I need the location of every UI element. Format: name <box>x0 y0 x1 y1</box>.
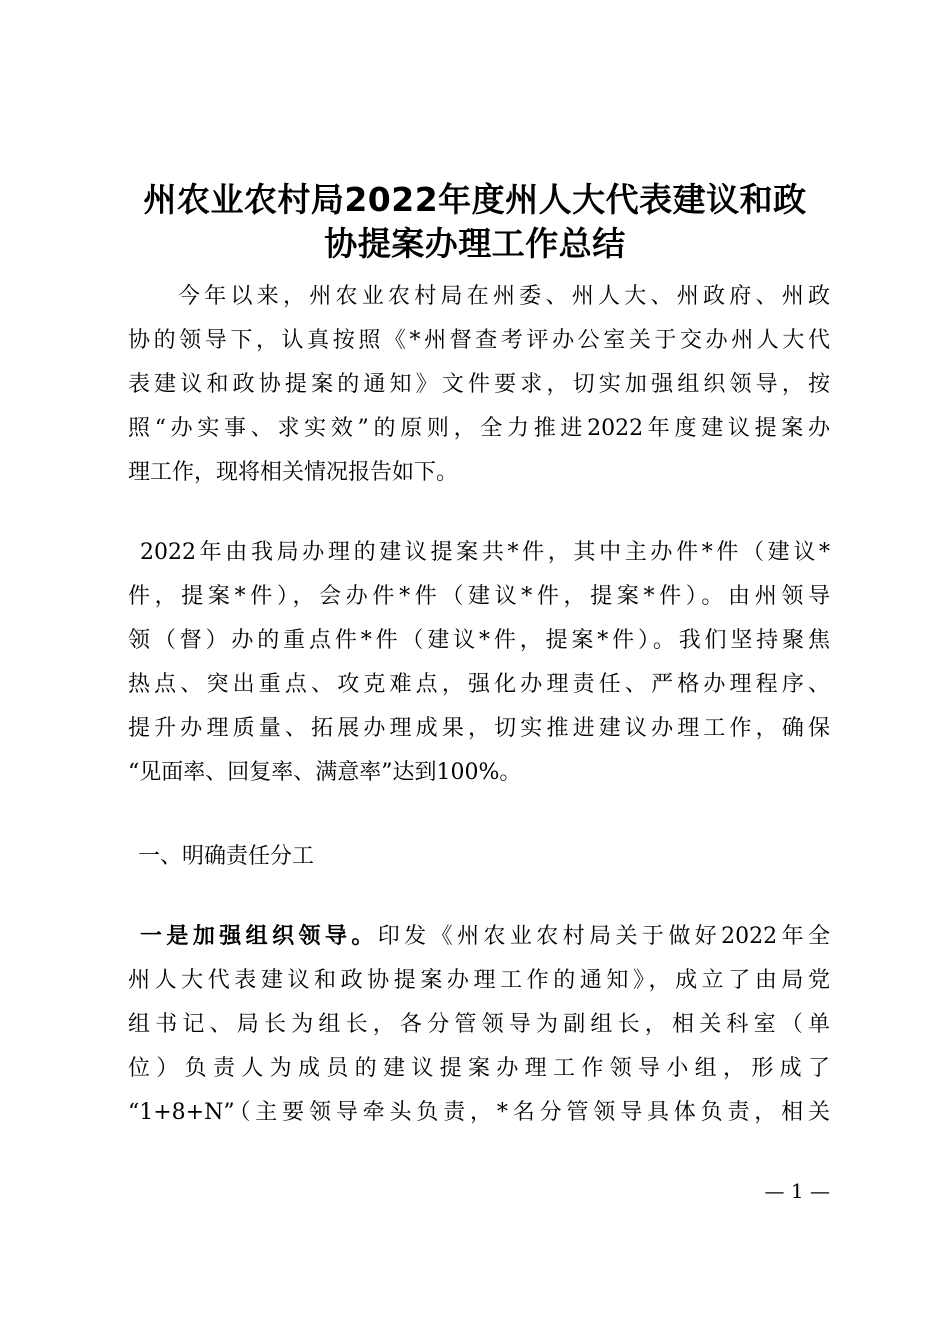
section-para-line-2: 州人大代表建议和政协提案办理工作的通知》，成立了由局党 <box>128 968 830 993</box>
intro-line-4: 照“办实事、求实效”的原则，全力推进2022年度建议提案办 <box>128 416 830 441</box>
intro-line-2: 协的领导下，认真按照《*州督查考评办公室关于交办州人大代 <box>128 328 830 353</box>
section-para-line-3: 组书记、局长为组长，各分管领导为副组长，相关科室（单 <box>128 1012 830 1037</box>
summary-line-4: 热点、突出重点、攻克难点，强化办理责任、严格办理程序、 <box>128 672 830 697</box>
intro-line-1: 今年以来，州农业农村局在州委、州人大、州政府、州政 <box>178 284 830 309</box>
section-para-line-5: “1+8+N”（主要领导牵头负责，*名分管领导具体负责，相关 <box>128 1100 830 1125</box>
page-number: — 1 — <box>764 1179 830 1203</box>
section-para-line-4: 位）负责人为成员的建议提案办理工作领导小组，形成了 <box>128 1056 830 1081</box>
summary-line-6: “见面率、回复率、满意率”达到100%。 <box>128 760 522 785</box>
summary-line-5: 提升办理质量、拓展办理成果，切实推进建议办理工作，确保 <box>128 716 830 741</box>
summary-line-1: 2022年由我局办理的建议提案共*件，其中主办件*件（建议* <box>140 540 830 565</box>
summary-line-2: 件，提案*件），会办件*件（建议*件，提案*件）。由州领导 <box>128 584 830 609</box>
document-title-line-1: 州农业农村局2022年度州人大代表建议和政 <box>143 180 807 219</box>
section-para-line-1 <box>140 922 830 952</box>
intro-line-3: 表建议和政协提案的通知》文件要求，切实加强组织领导，按 <box>128 372 830 397</box>
section-heading: 一、明确责任分工 <box>138 844 315 869</box>
intro-line-5: 理工作，现将相关情况报告如下。 <box>128 460 459 485</box>
section-para-lead: 一是加强组织领导。 <box>140 924 378 949</box>
section-para-line-1-text: 印发《州农业农村局关于做好2022年全 <box>377 924 830 949</box>
document-title-line-2: 协提案办理工作总结 <box>324 224 626 263</box>
summary-line-3: 领（督）办的重点件*件（建议*件，提案*件）。我们坚持聚焦 <box>128 628 830 653</box>
